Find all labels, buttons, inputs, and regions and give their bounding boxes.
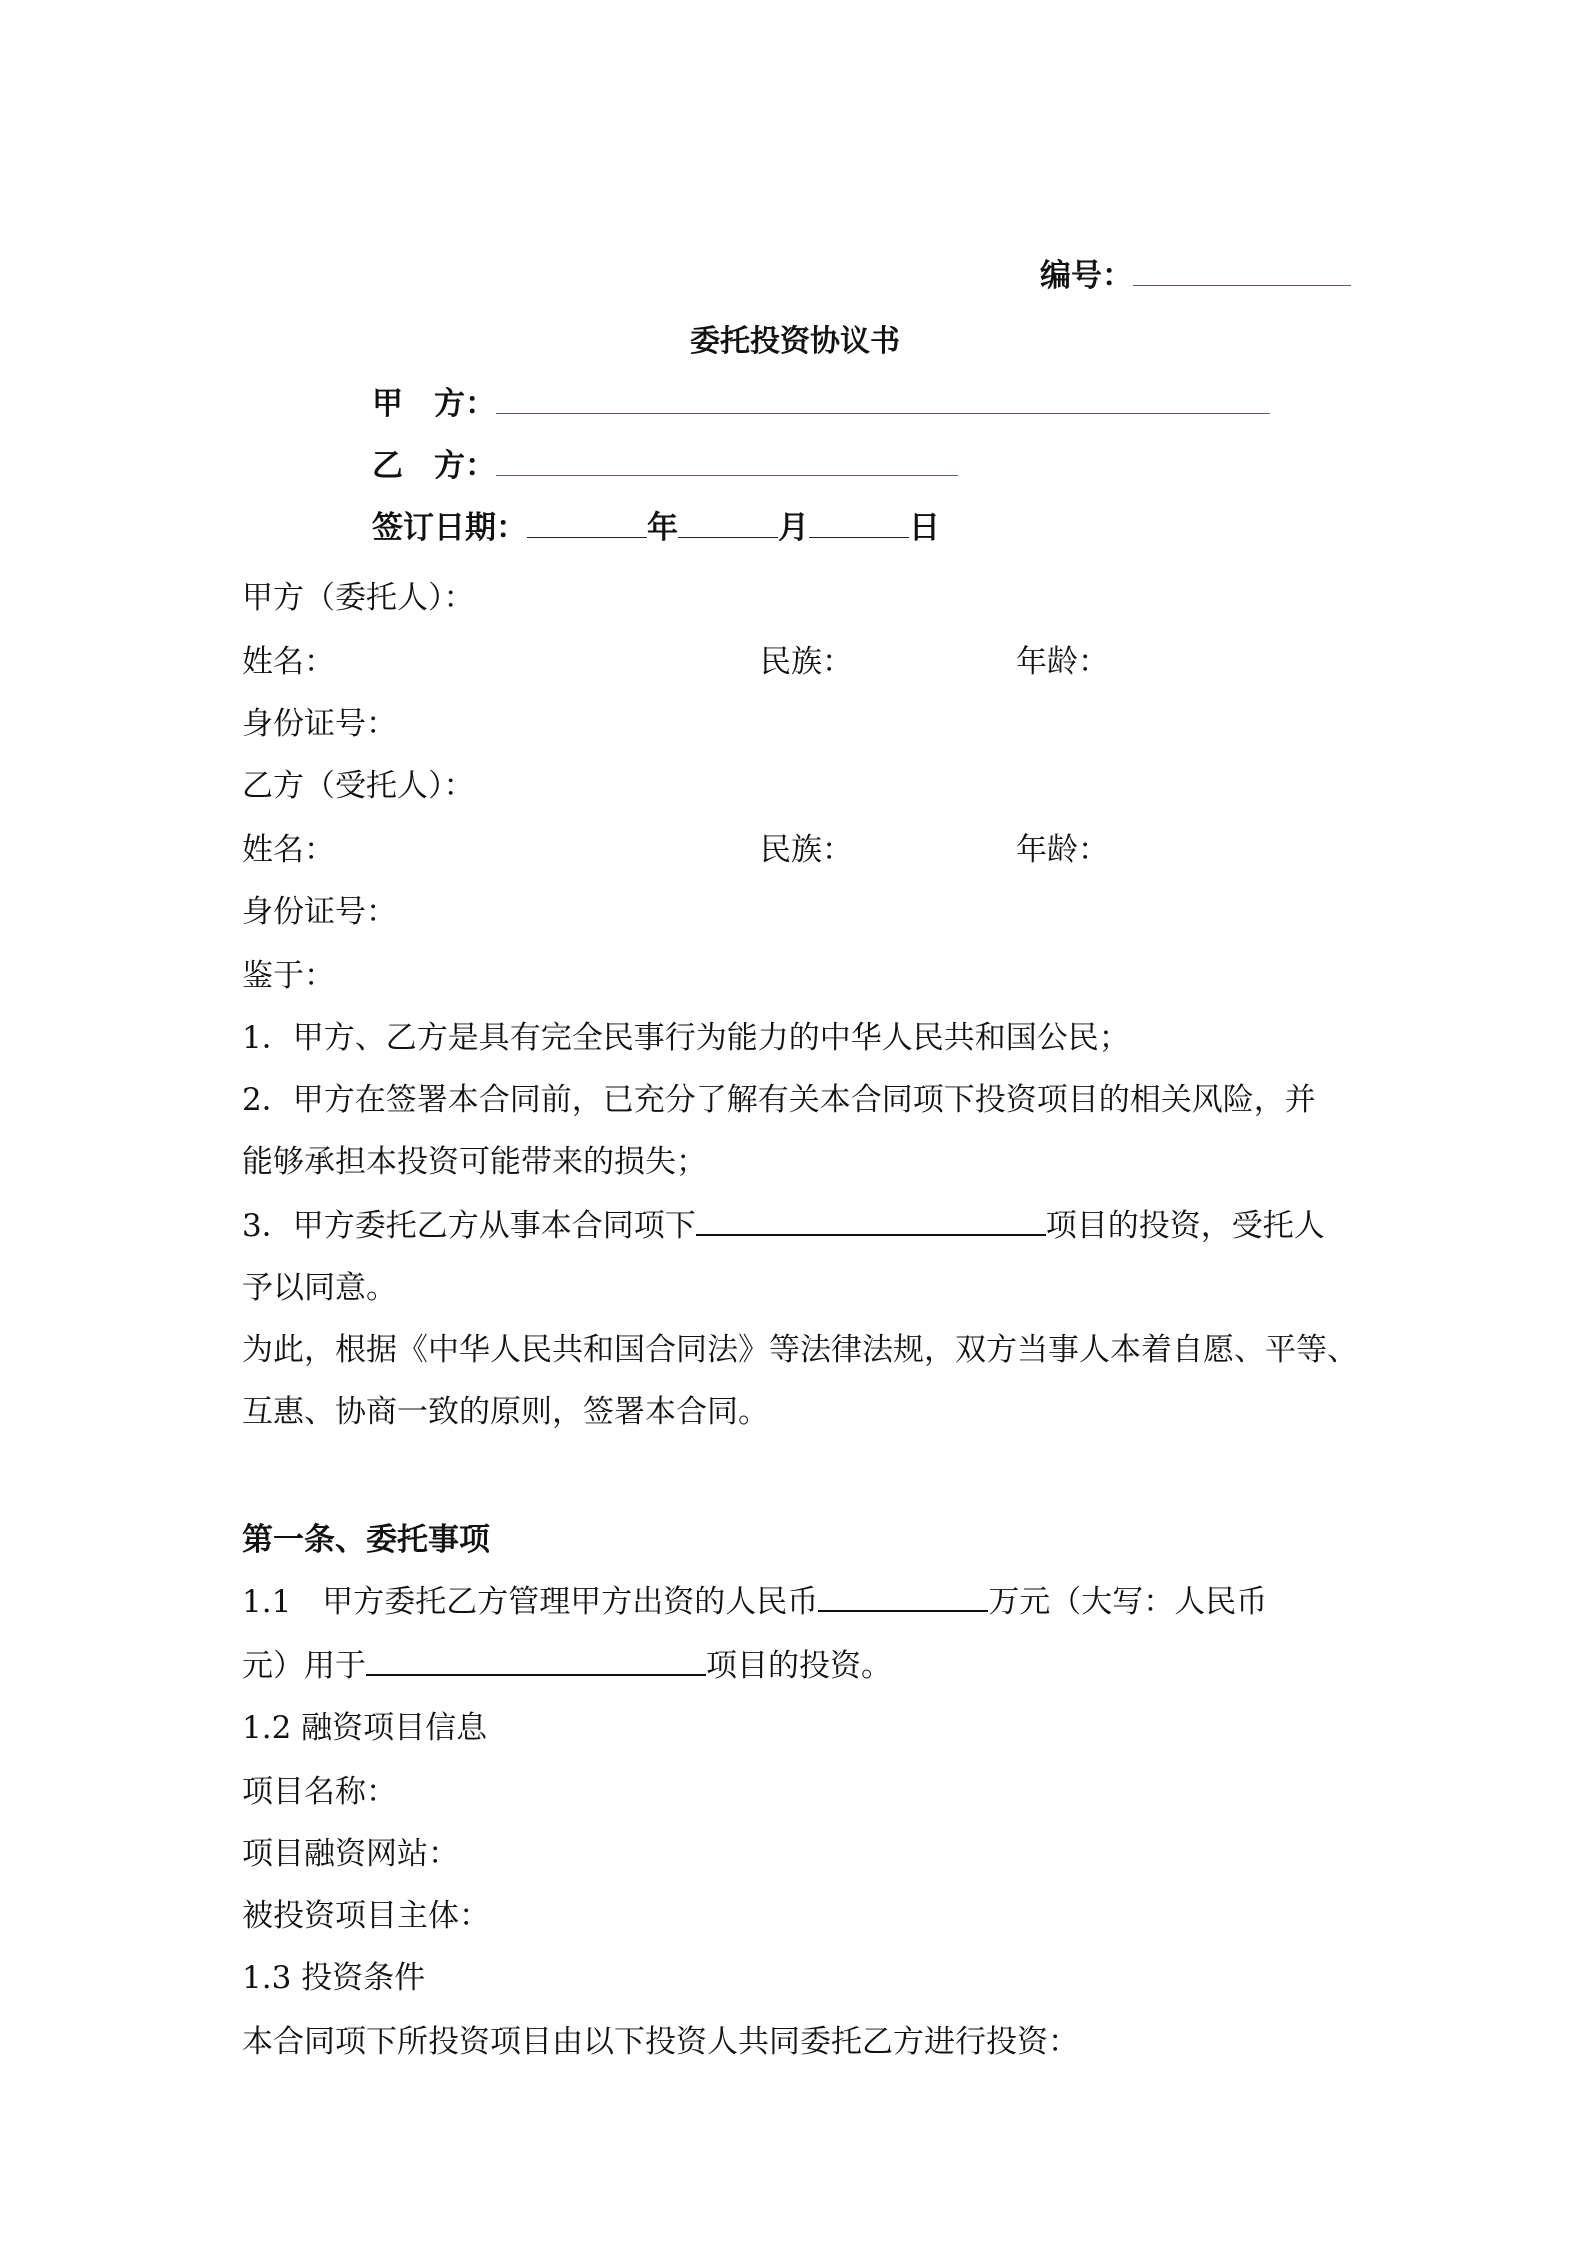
clause-1-1-part-2: 万元（大写：人民币: [988, 1584, 1268, 1620]
cover-sign-date-row: [372, 508, 940, 548]
document-title: 委托投资协议书: [690, 324, 900, 359]
clause-1-1-part-1: 1.1 甲方委托乙方管理甲方出资的人民币: [242, 1584, 819, 1620]
recital-item-2-line-1: 2．甲方在签署本合同前，已充分了解有关本合同项下投资项目的相关风险，并: [242, 1082, 1316, 1118]
clause-1-1-line-2-part-2: 项目的投资。: [706, 1648, 892, 1684]
recital-item-2-line-2: 能够承担本投资可能带来的损失；: [242, 1144, 707, 1180]
recital-item-3-part-2: 项目的投资，受托人: [1045, 1208, 1325, 1244]
cover-sign-date-label: 签订日期：: [372, 510, 527, 546]
article-1-heading: 第一条、委托事项: [242, 1522, 490, 1558]
contract-number-row: [1040, 256, 1351, 296]
project-entity-label: 被投资项目主体：: [242, 1898, 490, 1934]
clause-1-2-heading: 1.2 融资项目信息: [242, 1710, 488, 1746]
project-name-label: 项目名称：: [242, 1774, 397, 1810]
party-b-id-label: 身份证号：: [242, 894, 397, 930]
recitals-heading: 鉴于：: [242, 958, 335, 994]
cover-party-a-label: 甲 方：: [372, 386, 496, 422]
clause-1-1-line-1: [242, 1582, 1267, 1622]
party-a-heading: 甲方（委托人）：: [242, 580, 475, 616]
year-label: 年: [647, 510, 678, 546]
cover-party-b-label: 乙 方：: [372, 448, 496, 484]
contract-number-label: 编号：: [1040, 258, 1133, 294]
recital-paragraph-line-1: 为此，根据《中华人民共和国合同法》等法律法规，双方当事人本着自愿、平等、: [242, 1332, 1358, 1368]
party-a-id-label: 身份证号：: [242, 706, 397, 742]
day-label: 日: [909, 510, 940, 546]
cover-party-b-row: [372, 446, 958, 486]
party-a-ethnicity-label: 民族：: [760, 644, 853, 680]
recital-item-3-line-2: 予以同意。: [242, 1270, 397, 1306]
day-blank: [809, 537, 909, 538]
cover-party-a-row: [372, 384, 1270, 424]
recital-project-blank: [696, 1234, 1046, 1236]
recital-paragraph-line-2: 互惠、协商一致的原则，签署本合同。: [242, 1394, 769, 1430]
clause-1-1-line-2-part-1: 元）用于: [242, 1648, 366, 1684]
month-blank: [678, 537, 778, 538]
party-b-heading: 乙方（受托人）：: [242, 768, 475, 804]
party-b-age-label: 年龄：: [1016, 832, 1109, 868]
cover-party-b-blank: [496, 475, 958, 476]
recital-item-1: 1．甲方、乙方是具有完全民事行为能力的中华人民共和国公民；: [242, 1020, 1130, 1056]
party-a-name-label: 姓名：: [242, 644, 335, 680]
amount-blank: [818, 1610, 988, 1612]
clause-1-3-heading: 1.3 投资条件: [242, 1960, 426, 1996]
cover-party-a-blank: [496, 413, 1270, 414]
clause-1-3-text: 本合同项下所投资项目由以下投资人共同委托乙方进行投资：: [242, 2024, 1079, 2060]
party-a-age-label: 年龄：: [1016, 644, 1109, 680]
investment-project-blank: [366, 1674, 706, 1676]
project-site-label: 项目融资网站：: [242, 1836, 459, 1872]
year-blank: [527, 537, 647, 538]
party-b-name-label: 姓名：: [242, 832, 335, 868]
contract-number-blank: [1133, 285, 1351, 286]
clause-1-1-line-2: [242, 1646, 892, 1686]
month-label: 月: [778, 510, 809, 546]
recital-item-3-line-1: [242, 1206, 1325, 1246]
party-b-ethnicity-label: 民族：: [760, 832, 853, 868]
recital-item-3-part-1: 3．甲方委托乙方从事本合同项下: [242, 1208, 696, 1244]
